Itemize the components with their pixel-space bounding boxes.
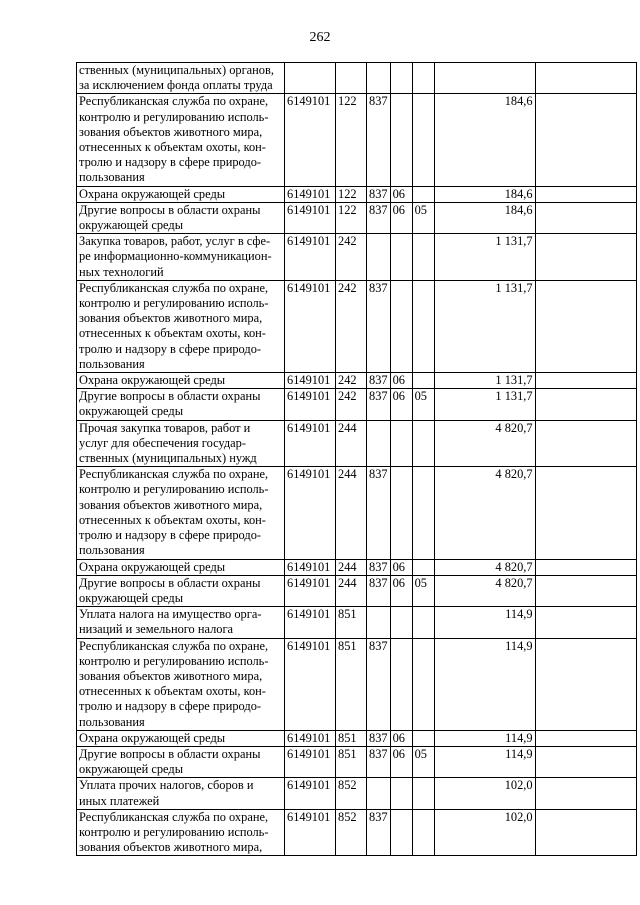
amount-cell: 114,9	[434, 746, 535, 777]
target-article-cell: 6149101	[285, 575, 336, 606]
row-name-cell	[77, 809, 285, 856]
department-cell	[367, 234, 391, 281]
table-row	[77, 420, 637, 467]
row-name-line: Другие вопросы в области охраны	[79, 202, 261, 217]
row-name-cell	[77, 373, 285, 389]
department-cell: 837	[367, 280, 391, 372]
blank-cell	[535, 373, 636, 389]
row-name-line: Охрана окружающей среды	[79, 730, 226, 745]
target-article-cell: 6149101	[285, 730, 336, 746]
table-row	[77, 186, 637, 202]
expense-type-cell: 122	[336, 94, 367, 186]
row-name-line: отнесенных к объектам охоты, кон-	[79, 512, 266, 527]
department-cell: 837	[367, 186, 391, 202]
blank-cell	[535, 389, 636, 420]
expense-type-cell	[336, 63, 367, 94]
row-name-cell	[77, 234, 285, 281]
section-cell: 06	[390, 559, 412, 575]
amount-cell: 1 131,7	[434, 280, 535, 372]
subsection-cell	[412, 63, 434, 94]
blank-cell	[535, 638, 636, 730]
subsection-cell	[412, 420, 434, 467]
row-name-line: отнесенных к объектам охоты, кон-	[79, 326, 266, 341]
blank-cell	[535, 809, 636, 856]
blank-cell	[535, 607, 636, 638]
target-article-cell: 6149101	[285, 467, 336, 559]
row-name-line: Другие вопросы в области охраны	[79, 575, 261, 590]
row-name-line: тролю и надзору в сфере природо-	[79, 155, 262, 170]
table-row	[77, 63, 637, 94]
amount-cell: 4 820,7	[434, 559, 535, 575]
blank-cell	[535, 63, 636, 94]
row-name-line: Уплата прочих налогов, сборов и	[79, 778, 254, 793]
expense-type-cell: 244	[336, 467, 367, 559]
blank-cell	[535, 280, 636, 372]
table-row	[77, 607, 637, 638]
row-name-line: окружающей среды	[79, 762, 184, 777]
row-name-line: отнесенных к объектам охоты, кон-	[79, 684, 266, 699]
expense-type-cell: 851	[336, 607, 367, 638]
row-name-cell	[77, 467, 285, 559]
subsection-cell: 05	[412, 389, 434, 420]
section-cell	[390, 63, 412, 94]
table-row	[77, 746, 637, 777]
amount-cell: 184,6	[434, 202, 535, 233]
row-name-cell	[77, 575, 285, 606]
row-name-line: ре информационно-коммуникацион-	[79, 249, 272, 264]
row-name-cell	[77, 202, 285, 233]
row-name-line: отнесенных к объектам охоты, кон-	[79, 140, 266, 155]
row-name-line: низаций и земельного налога	[79, 622, 234, 637]
row-name-cell	[77, 778, 285, 809]
expense-type-cell: 242	[336, 373, 367, 389]
expense-type-cell: 851	[336, 746, 367, 777]
table-row	[77, 778, 637, 809]
subsection-cell: 05	[412, 575, 434, 606]
department-cell: 837	[367, 638, 391, 730]
department-cell: 837	[367, 389, 391, 420]
table-row	[77, 280, 637, 372]
table-row	[77, 575, 637, 606]
budget-table	[76, 62, 637, 856]
amount-cell: 114,9	[434, 638, 535, 730]
row-name-cell	[77, 730, 285, 746]
subsection-cell	[412, 280, 434, 372]
section-cell	[390, 420, 412, 467]
row-name-line: зования объектов животного мира,	[79, 840, 263, 855]
amount-cell: 4 820,7	[434, 467, 535, 559]
row-name-line: за исключением фонда оплаты труда	[79, 78, 273, 93]
section-cell: 06	[390, 746, 412, 777]
row-name-cell	[77, 638, 285, 730]
section-cell: 06	[390, 730, 412, 746]
row-name-line: Охрана окружающей среды	[79, 559, 226, 574]
expense-type-cell: 122	[336, 186, 367, 202]
row-name-line: Республиканская служба по охране,	[79, 280, 269, 295]
row-name-cell	[77, 63, 285, 94]
expense-type-cell: 122	[336, 202, 367, 233]
target-article-cell: 6149101	[285, 778, 336, 809]
row-name-line: контролю и регулированию исполь-	[79, 109, 269, 124]
amount-cell: 1 131,7	[434, 234, 535, 281]
section-cell: 06	[390, 575, 412, 606]
blank-cell	[535, 559, 636, 575]
subsection-cell	[412, 94, 434, 186]
department-cell: 837	[367, 730, 391, 746]
blank-cell	[535, 234, 636, 281]
table-row	[77, 638, 637, 730]
subsection-cell: 05	[412, 202, 434, 233]
section-cell	[390, 638, 412, 730]
row-name-line: контролю и регулированию исполь-	[79, 824, 269, 839]
amount-cell: 102,0	[434, 809, 535, 856]
section-cell: 06	[390, 202, 412, 233]
amount-cell: 114,9	[434, 730, 535, 746]
expense-type-cell: 852	[336, 778, 367, 809]
row-name-line: Охрана окружающей среды	[79, 186, 226, 201]
expense-type-cell: 244	[336, 420, 367, 467]
expense-type-cell: 242	[336, 389, 367, 420]
table-row	[77, 202, 637, 233]
department-cell: 837	[367, 575, 391, 606]
row-name-line: контролю и регулированию исполь-	[79, 653, 269, 668]
subsection-cell	[412, 373, 434, 389]
target-article-cell: 6149101	[285, 373, 336, 389]
blank-cell	[535, 202, 636, 233]
target-article-cell: 6149101	[285, 638, 336, 730]
section-cell	[390, 234, 412, 281]
row-name-line: окружающей среды	[79, 404, 184, 419]
row-name-line: пользования	[79, 714, 145, 729]
row-name-line: пользования	[79, 543, 145, 558]
subsection-cell	[412, 559, 434, 575]
row-name-line: ственных (муниципальных) нужд	[79, 451, 257, 466]
row-name-line: Республиканская служба по охране,	[79, 94, 269, 109]
amount-cell: 184,6	[434, 186, 535, 202]
amount-cell: 1 131,7	[434, 389, 535, 420]
row-name-line: Прочая закупка товаров, работ и	[79, 420, 251, 435]
blank-cell	[535, 778, 636, 809]
department-cell: 837	[367, 94, 391, 186]
row-name-line: Другие вопросы в области охраны	[79, 746, 261, 761]
row-name-line: Другие вопросы в области охраны	[79, 389, 261, 404]
row-name-line: пользования	[79, 356, 145, 371]
row-name-line: Республиканская служба по охране,	[79, 638, 269, 653]
row-name-line: иных платежей	[79, 793, 160, 808]
department-cell	[367, 778, 391, 809]
target-article-cell: 6149101	[285, 186, 336, 202]
blank-cell	[535, 746, 636, 777]
blank-cell	[535, 420, 636, 467]
table-row	[77, 559, 637, 575]
expense-type-cell: 244	[336, 575, 367, 606]
amount-cell: 1 131,7	[434, 373, 535, 389]
section-cell	[390, 280, 412, 372]
department-cell	[367, 607, 391, 638]
amount-cell: 4 820,7	[434, 420, 535, 467]
row-name-line: контролю и регулированию исполь-	[79, 482, 269, 497]
department-cell: 837	[367, 467, 391, 559]
row-name-line: зования объектов животного мира,	[79, 124, 263, 139]
department-cell	[367, 420, 391, 467]
subsection-cell	[412, 778, 434, 809]
subsection-cell	[412, 638, 434, 730]
budget-table-body	[77, 63, 637, 856]
amount-cell: 184,6	[434, 94, 535, 186]
amount-cell: 4 820,7	[434, 575, 535, 606]
blank-cell	[535, 575, 636, 606]
expense-type-cell: 852	[336, 809, 367, 856]
row-name-line: тролю и надзору в сфере природо-	[79, 528, 262, 543]
row-name-cell	[77, 607, 285, 638]
row-name-line: зования объектов животного мира,	[79, 311, 263, 326]
section-cell	[390, 778, 412, 809]
target-article-cell: 6149101	[285, 280, 336, 372]
subsection-cell	[412, 234, 434, 281]
row-name-line: контролю и регулированию исполь-	[79, 296, 269, 311]
target-article-cell: 6149101	[285, 809, 336, 856]
section-cell	[390, 94, 412, 186]
target-article-cell: 6149101	[285, 746, 336, 777]
section-cell: 06	[390, 373, 412, 389]
expense-type-cell: 244	[336, 559, 367, 575]
row-name-line: окружающей среды	[79, 590, 184, 605]
table-row	[77, 234, 637, 281]
row-name-cell	[77, 420, 285, 467]
blank-cell	[535, 94, 636, 186]
page-number: 262	[309, 30, 331, 45]
table-row	[77, 809, 637, 856]
amount-cell: 114,9	[434, 607, 535, 638]
row-name-line: зования объектов животного мира,	[79, 668, 263, 683]
row-name-line: ных технологий	[79, 264, 164, 279]
expense-type-cell: 242	[336, 280, 367, 372]
target-article-cell: 6149101	[285, 420, 336, 467]
subsection-cell	[412, 809, 434, 856]
row-name-cell	[77, 186, 285, 202]
row-name-cell	[77, 94, 285, 186]
expense-type-cell: 242	[336, 234, 367, 281]
row-name-line: зования объектов животного мира,	[79, 497, 263, 512]
subsection-cell	[412, 607, 434, 638]
section-cell: 06	[390, 389, 412, 420]
target-article-cell: 6149101	[285, 607, 336, 638]
amount-cell: 102,0	[434, 778, 535, 809]
row-name-cell	[77, 559, 285, 575]
section-cell	[390, 607, 412, 638]
blank-cell	[535, 186, 636, 202]
row-name-line: Республиканская служба по охране,	[79, 467, 269, 482]
target-article-cell: 6149101	[285, 559, 336, 575]
subsection-cell: 05	[412, 746, 434, 777]
table-row	[77, 389, 637, 420]
section-cell: 06	[390, 186, 412, 202]
department-cell: 837	[367, 202, 391, 233]
row-name-line: Охрана окружающей среды	[79, 373, 226, 388]
expense-type-cell: 851	[336, 638, 367, 730]
row-name-line: услуг для обеспечения государ-	[79, 435, 246, 450]
department-cell: 837	[367, 373, 391, 389]
amount-cell	[434, 63, 535, 94]
subsection-cell	[412, 730, 434, 746]
table-row	[77, 467, 637, 559]
target-article-cell	[285, 63, 336, 94]
row-name-line: Республиканская служба по охране,	[79, 809, 269, 824]
blank-cell	[535, 730, 636, 746]
department-cell: 837	[367, 809, 391, 856]
row-name-cell	[77, 746, 285, 777]
table-row	[77, 373, 637, 389]
row-name-line: тролю и надзору в сфере природо-	[79, 341, 262, 356]
department-cell: 837	[367, 746, 391, 777]
department-cell: 837	[367, 559, 391, 575]
row-name-line: Закупка товаров, работ, услуг в сфе-	[79, 234, 271, 249]
target-article-cell: 6149101	[285, 234, 336, 281]
row-name-line: Уплата налога на имущество орга-	[79, 607, 262, 622]
table-row	[77, 730, 637, 746]
subsection-cell	[412, 467, 434, 559]
row-name-cell	[77, 389, 285, 420]
row-name-cell	[77, 280, 285, 372]
department-cell	[367, 63, 391, 94]
row-name-line: тролю и надзору в сфере природо-	[79, 699, 262, 714]
expense-type-cell: 851	[336, 730, 367, 746]
row-name-line: пользования	[79, 170, 145, 185]
blank-cell	[535, 467, 636, 559]
subsection-cell	[412, 186, 434, 202]
table-row	[77, 94, 637, 186]
target-article-cell: 6149101	[285, 94, 336, 186]
target-article-cell: 6149101	[285, 389, 336, 420]
section-cell	[390, 809, 412, 856]
row-name-line: ственных (муниципальных) органов,	[79, 63, 274, 77]
target-article-cell: 6149101	[285, 202, 336, 233]
section-cell	[390, 467, 412, 559]
row-name-line: окружающей среды	[79, 218, 184, 233]
